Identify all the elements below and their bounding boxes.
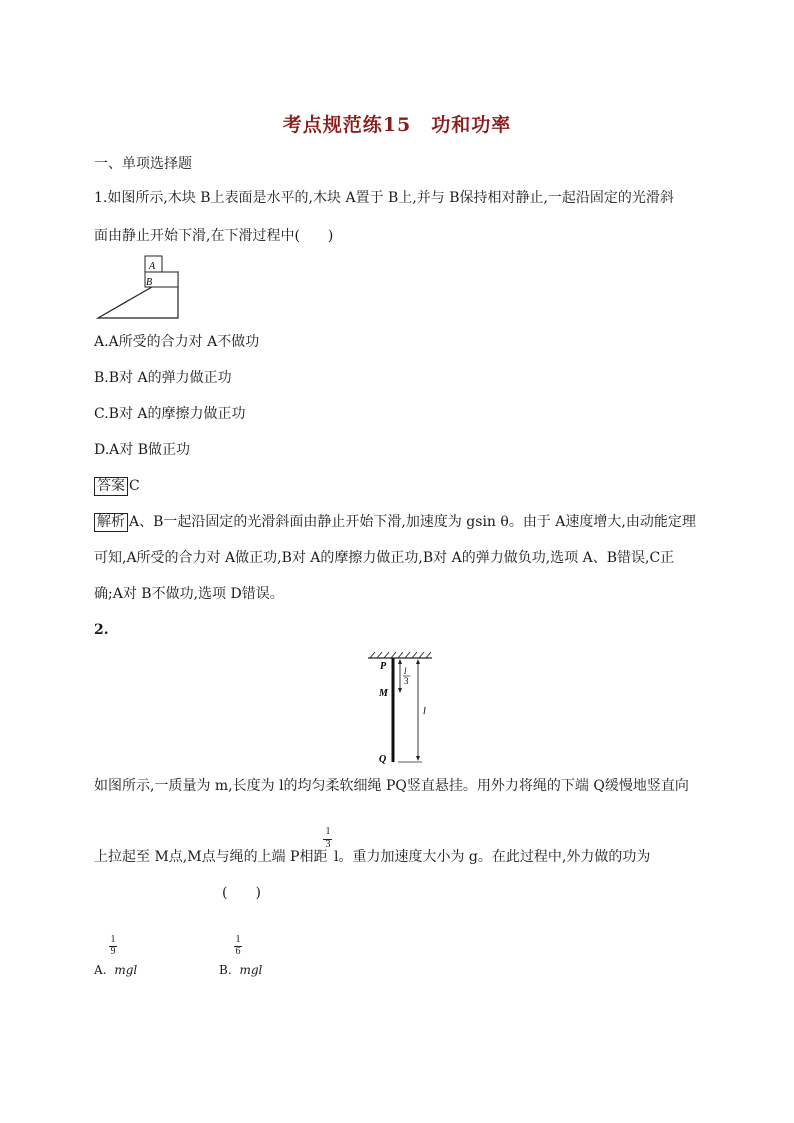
q2-option-b-value: mgl bbox=[239, 963, 263, 977]
label-q: Q bbox=[379, 754, 387, 765]
q2-answer-paren: ( ) bbox=[222, 885, 261, 901]
q2-option-b bbox=[219, 960, 262, 980]
q2-option-a-value: mgl bbox=[114, 963, 138, 977]
incline-figure bbox=[96, 254, 188, 324]
label-l: l bbox=[423, 706, 426, 717]
answer-value: C bbox=[129, 478, 140, 494]
point-m bbox=[391, 691, 394, 694]
q1-answer bbox=[94, 476, 140, 496]
q1-option-c: C.B对 A的摩擦力做正功 bbox=[94, 406, 246, 422]
analysis-text1: A、B一起沿固定的光滑斜面由静止开始下滑,加速度为 gsin θ。由于 A速度增大,由动能定理 bbox=[129, 514, 696, 530]
q1-stem-line2: 面由静止开始下滑,在下滑过程中( ) bbox=[94, 228, 334, 244]
q2-optB-num: 1 bbox=[235, 934, 241, 945]
label-l-den: 3 bbox=[404, 676, 409, 686]
label-m: M bbox=[379, 688, 388, 699]
ceiling-hatch bbox=[370, 652, 431, 658]
q2-stem-line2b: l。重力加速度大小为 g。在此过程中,外力做的功为 bbox=[334, 849, 651, 865]
dim-l-arrow-top bbox=[416, 659, 420, 664]
dim-l3-arrow-bottom bbox=[398, 688, 402, 693]
q1-option-b: B.B对 A的弹力做正功 bbox=[94, 370, 232, 386]
q2-option-a bbox=[94, 960, 137, 980]
analysis-tag: 解析 bbox=[94, 513, 128, 532]
rope-figure bbox=[360, 650, 440, 768]
q2-stem-line2a: 上拉起至 M点,M点与绳的上端 P相距 bbox=[94, 849, 328, 865]
q1-analysis-line1 bbox=[94, 512, 696, 532]
q2-number: 2. bbox=[94, 622, 109, 638]
page-title: 考点规范练15 功和功率 bbox=[282, 114, 512, 136]
q1-stem-line1: 1.如图所示,木块 B上表面是水平的,木块 A置于 B上,并与 B保持相对静止,一起沿固定的光滑斜 bbox=[94, 190, 674, 206]
q2-frac-num: 1 bbox=[325, 826, 331, 837]
q1-option-d: D.A对 B做正功 bbox=[94, 442, 191, 458]
label-a: A bbox=[149, 261, 156, 272]
q2-optA-den: 9 bbox=[110, 946, 116, 957]
q1-analysis-line3: 确;A对 B不做功,选项 D错误。 bbox=[94, 586, 284, 602]
q2-stem-line1: 如图所示,一质量为 m,长度为 l的均匀柔软细绳 PQ竖直悬挂。用外力将绳的下端 Q缓慢地竖直向 bbox=[94, 778, 689, 794]
q2-option-a-label: A. bbox=[94, 963, 107, 977]
q2-frac-den: 3 bbox=[325, 839, 331, 850]
q2-option-b-label: B. bbox=[219, 963, 232, 977]
q1-analysis-line2: 可知,A所受的合力对 A做正功,B对 A的摩擦力做正功,B对 A的弹力做负功,选项 A、B错误,C正 bbox=[94, 550, 675, 566]
dim-l-arrow-bottom bbox=[416, 756, 420, 761]
label-l-num: l bbox=[404, 666, 407, 676]
label-b: B bbox=[146, 277, 153, 288]
answer-tag: 答案 bbox=[94, 477, 128, 496]
section-heading: 一、单项选择题 bbox=[94, 156, 192, 172]
dim-l3-arrow-top bbox=[398, 659, 402, 664]
q2-optA-num: 1 bbox=[110, 934, 116, 945]
q1-option-a: A.A所受的合力对 A不做功 bbox=[94, 334, 260, 350]
q2-optB-den: 6 bbox=[235, 946, 241, 957]
label-p: P bbox=[380, 661, 387, 672]
